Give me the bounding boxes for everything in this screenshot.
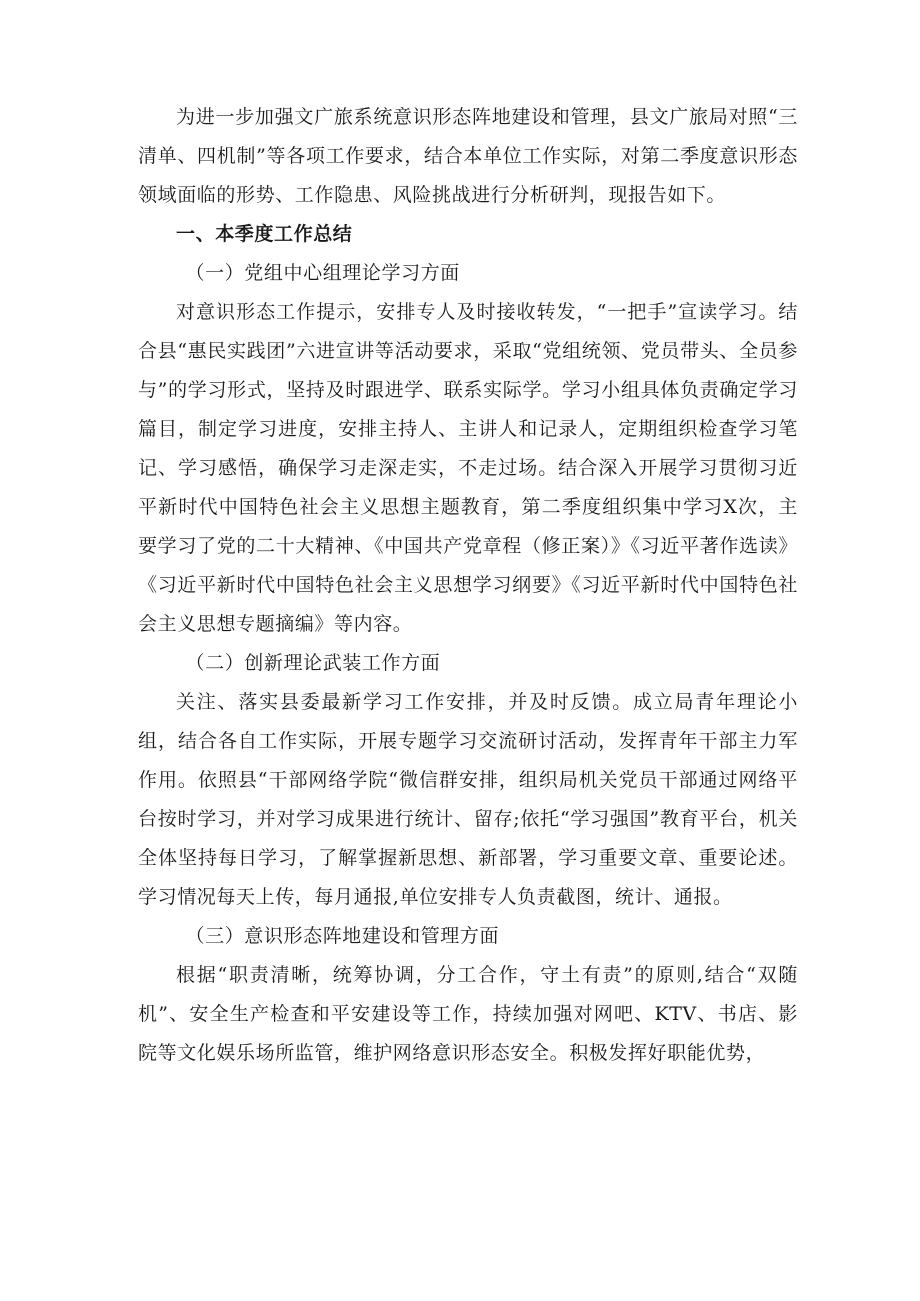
subsection-heading-study: （一）党组中心组理论学习方面 (185, 262, 460, 284)
subsection-heading-position: （三）意识形态阵地建设和管理方面 (185, 925, 500, 947)
subsection-body-position: 根据“职责清晰，统筹协调，分工合作，守土有责”的原则,结合“双随机”、安全生产检查和平安建设等工作，持续加强对网吧、KTV、书店、影院等文化娱乐场所监管，维护网络意识形态安全。积极发挥好职能优势， (138, 964, 798, 1064)
section-heading-summary: 一、本季度工作总结 (176, 223, 353, 245)
document-body (138, 98, 798, 1073)
intro-paragraph: 为进一步加强文广旅系统意识形态阵地建设和管理，县文广旅局对照“三清单、四机制”等各项工作要求，结合本单位工作实际，对第二季度意识形态领域面临的形势、工作隐患、风险挑战进行分析研判，现报告如下。 (138, 106, 798, 206)
subsection-heading-theory: （二）创新理论武装工作方面 (185, 652, 441, 674)
subsection-body-theory: 关注、落实县委最新学习工作安排，并及时反馈。成立局青年理论小组，结合各自工作实际，开展专题学习交流研讨活动，发挥青年干部主力军作用。依照县“干部网络学院“微信群安排，组织局机关党员干部通过网络平台按时学习，并对学习成果进行统计、留存;依托“学习强国”教育平台，机关全体坚持每日学习，了解掌握新思想、新部署，学习重要文章、重要论述。学习情况每天上传，每月通报,单位安排专人负责截图，统计、通报。 (138, 691, 798, 908)
subsection-body-study: 对意识形态工作提示，安排专人及时接收转发，“一把手”宣读学习。结合县“惠民实践团”六进宣讲等活动要求，采取“党组统领、党员带头、全员参与”的学习形式，坚持及时跟进学、联系实际学。学习小组具体负责确定学习篇目，制定学习进度，安排主持人、主讲人和记录人，定期组织检查学习笔记、学习感悟，确保学习走深走实，不走过场。结合深入开展学习贯彻习近平新时代中国特色社会主义思想主题教育，第二季度组织集中学习X次，主要学习了党的二十大精神、《中国共产党章程（修正案）》《习近平著作选读》《习近平新时代中国特色社会主义思想学习纲要》《习近平新时代中国特色社会主义思想专题摘编》等内容。 (138, 301, 798, 635)
